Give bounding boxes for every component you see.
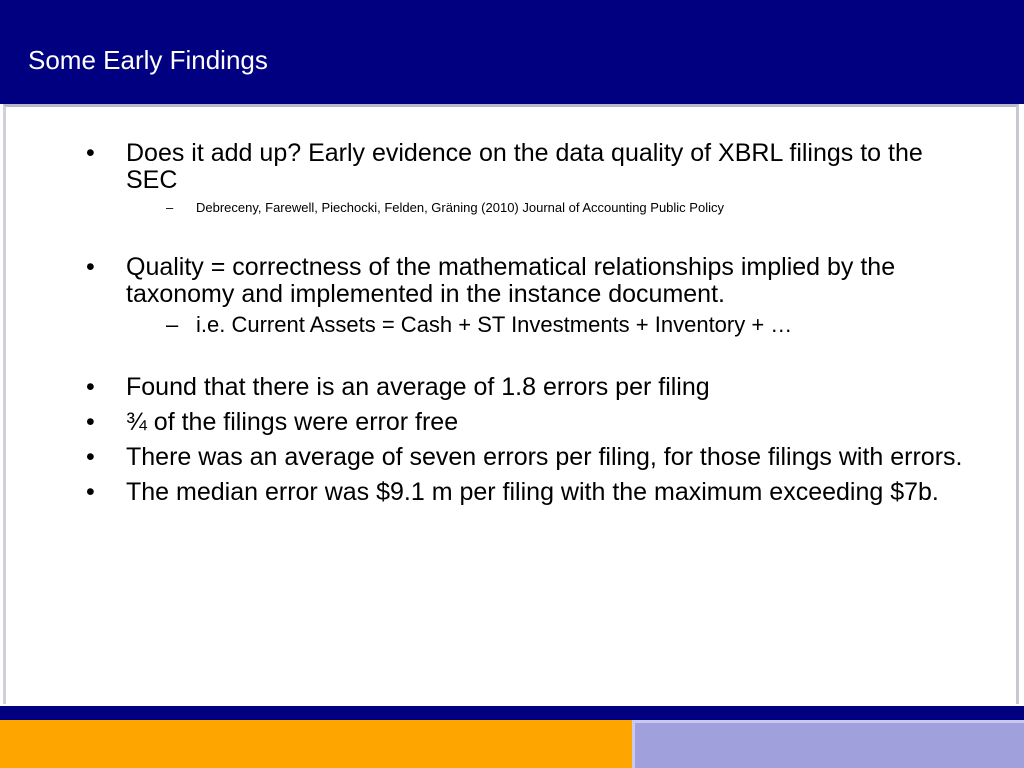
title-bar — [0, 0, 1024, 104]
bullet-item — [86, 140, 966, 218]
bullet-marker: • — [86, 408, 95, 436]
bullet-item — [86, 444, 966, 471]
bullet-marker: • — [86, 443, 95, 471]
bullet-item — [86, 254, 966, 338]
bullet-marker: • — [86, 253, 95, 281]
slide-title: Some Early Findings — [28, 45, 268, 75]
sub-bullet — [166, 312, 966, 338]
example-text: i.e. Current Assets = Cash + ST Investments + Inventory + … — [196, 312, 793, 337]
bullet-item — [86, 479, 966, 506]
bullet-item — [86, 374, 966, 401]
footer-orange-block — [0, 720, 632, 768]
footer-band — [0, 706, 1024, 720]
footer-lavender-block — [632, 720, 1024, 768]
sub-bullet — [166, 198, 966, 218]
bullet-text: Does it add up? Early evidence on the data quality of XBRL filings to the SEC — [126, 139, 923, 194]
bullet-list — [86, 140, 966, 506]
bullet-text: ¾ of the filings were error free — [126, 408, 459, 436]
bullet-text: There was an average of seven errors per filing, for those filings with errors. — [126, 443, 963, 471]
bullet-text: Quality = correctness of the mathematical relationships implied by the taxonomy and implemented in the instance document. — [126, 253, 896, 308]
bullet-text: Found that there is an average of 1.8 errors per filing — [126, 373, 710, 401]
bullet-marker: • — [86, 373, 95, 401]
dash-marker: – — [166, 312, 179, 337]
bullet-marker: • — [86, 478, 95, 506]
bullet-text: The median error was $9.1 m per filing with the maximum exceeding $7b. — [126, 478, 939, 506]
citation-text: Debreceny, Farewell, Piechocki, Felden, Gräning (2010) Journal of Accounting Public Policy — [196, 200, 724, 215]
bullet-item — [86, 409, 966, 436]
dash-marker: – — [166, 200, 174, 215]
bullet-marker: • — [86, 139, 95, 167]
